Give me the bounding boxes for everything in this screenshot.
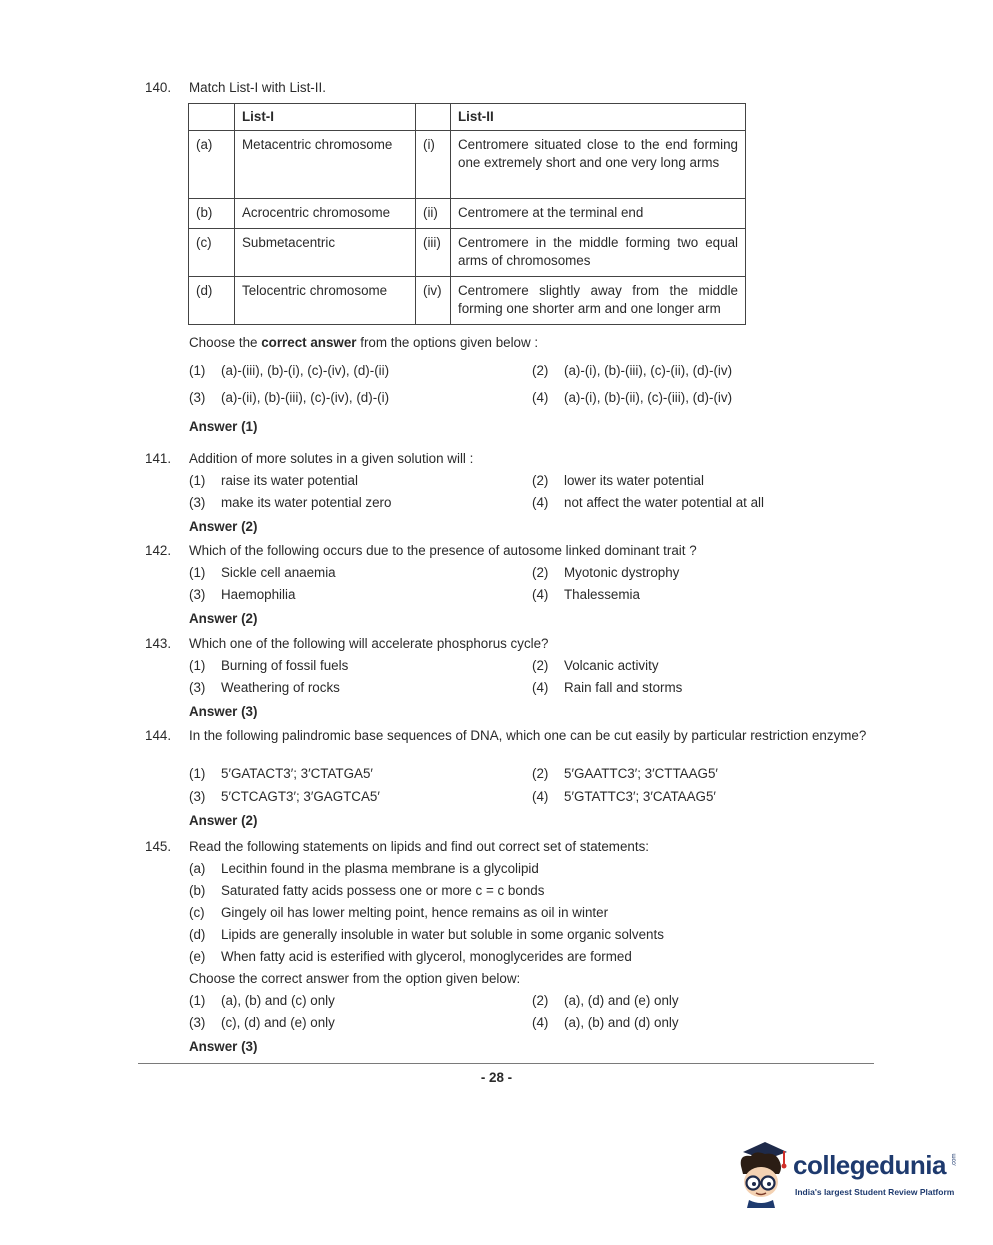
question-number: 142. — [145, 543, 172, 558]
statement-b: (b) Saturated fatty acids possess one or more c = c bonds — [189, 883, 545, 898]
question-145 — [145, 838, 875, 1056]
option-2[interactable]: (2) 5′GAATTC3′; 3′CTTAAG5′ — [532, 766, 718, 781]
question-text: Addition of more solutes in a given solution will : — [189, 451, 474, 466]
table-row: (c) Submetacentric (iii) Centromere in the middle forming two equal arms of chromosomes — [189, 229, 746, 277]
choose-instruction: Choose the correct answer from the options given below : — [189, 335, 539, 350]
option-1[interactable]: (1) Burning of fossil fuels — [189, 658, 349, 673]
question-140-options — [145, 334, 875, 436]
options-row — [189, 788, 875, 810]
question-143 — [145, 635, 875, 721]
answer: Answer (3) — [189, 1039, 258, 1054]
list-1-header: List-I — [235, 104, 416, 131]
option-3[interactable]: (3) Weathering of rocks — [189, 680, 340, 695]
option-2[interactable]: (2) lower its water potential — [532, 473, 704, 488]
page-number: - 28 - — [480, 1070, 513, 1085]
answer: Answer (1) — [189, 419, 258, 434]
question-140 — [145, 79, 875, 97]
option-3[interactable]: (3) Haemophilia — [189, 587, 296, 602]
table-header-row — [189, 104, 746, 131]
question-number: 140. — [145, 80, 172, 95]
mascot-icon — [735, 1138, 793, 1208]
question-141 — [145, 450, 875, 536]
table-row: (b) Acrocentric chromosome (ii) Centromere at the terminal end — [189, 199, 746, 229]
brand-tagline: India's largest Student Review Platform — [795, 1187, 955, 1197]
question-text: In the following palindromic base sequences of DNA, which one can be cut easily by particular restriction enzyme? — [189, 728, 867, 743]
brand-name: collegedunia — [793, 1150, 946, 1180]
statement-e: (e) When fatty acid is esterified with glycerol, monoglycerides are formed — [189, 949, 632, 964]
answer: Answer (2) — [189, 519, 258, 534]
collegedunia-logo[interactable] — [735, 1138, 965, 1208]
answer: Answer (2) — [189, 611, 258, 626]
options-row — [189, 586, 875, 608]
table-row: (d) Telocentric chromosome (iv) Centromere slightly away from the middle forming one shorter arm and one longer arm — [189, 277, 746, 325]
choose-instruction: Choose the correct answer from the option given below: — [189, 971, 521, 986]
question-number: 141. — [145, 451, 172, 466]
statement-a: (a) Lecithin found in the plasma membrane is a glycolipid — [189, 861, 539, 876]
option-4[interactable]: (4) (a), (b) and (d) only — [532, 1015, 679, 1030]
option-4[interactable]: (4) Thalessemia — [532, 587, 640, 602]
options-row — [189, 992, 875, 1014]
option-4[interactable]: (4) (a)-(i), (b)-(ii), (c)-(iii), (d)-(iv) — [532, 390, 733, 405]
options-row — [189, 472, 875, 494]
option-3[interactable]: (3) (c), (d) and (e) only — [189, 1015, 335, 1030]
question-text: Match List-I with List-II. — [189, 80, 326, 95]
question-number: 143. — [145, 636, 172, 651]
option-3[interactable]: (3) (a)-(ii), (b)-(iii), (c)-(iv), (d)-(i) — [189, 390, 390, 405]
match-table — [188, 103, 746, 325]
option-4[interactable]: (4) not affect the water potential at all — [532, 495, 764, 510]
option-2[interactable]: (2) Myotonic dystrophy — [532, 565, 680, 580]
question-text: Which of the following occurs due to the presence of autosome linked dominant trait ? — [189, 543, 697, 558]
option-3[interactable]: (3) 5′CTCAGT3′; 3′GAGTCA5′ — [189, 789, 380, 804]
question-142 — [145, 542, 875, 628]
options-row — [189, 679, 875, 701]
list-2-header: List-II — [451, 104, 746, 131]
option-4[interactable]: (4) Rain fall and storms — [532, 680, 683, 695]
option-2[interactable]: (2) (a)-(i), (b)-(iii), (c)-(ii), (d)-(iv) — [532, 363, 733, 378]
option-4[interactable]: (4) 5′GTATTC3′; 3′CATAAG5′ — [532, 789, 716, 804]
option-1[interactable]: (1) (a), (b) and (c) only — [189, 993, 335, 1008]
option-2[interactable]: (2) Volcanic activity — [532, 658, 659, 673]
options-row — [189, 1014, 875, 1036]
option-3[interactable]: (3) make its water potential zero — [189, 495, 392, 510]
options-row — [189, 389, 875, 416]
question-text: Read the following statements on lipids and find out correct set of statements: — [189, 839, 649, 854]
options-row — [189, 564, 875, 586]
brand-suffix: .com — [951, 1153, 958, 1167]
option-1[interactable]: (1) (a)-(iii), (b)-(i), (c)-(iv), (d)-(ii) — [189, 363, 390, 378]
statement-d: (d) Lipids are generally insoluble in water but soluble in some organic solvents — [189, 927, 664, 942]
question-number: 144. — [145, 728, 172, 743]
options-row — [189, 657, 875, 679]
answer: Answer (3) — [189, 704, 258, 719]
question-number: 145. — [145, 839, 172, 854]
option-1[interactable]: (1) raise its water potential — [189, 473, 358, 488]
options-row — [189, 494, 875, 516]
answer: Answer (2) — [189, 813, 258, 828]
statement-c: (c) Gingely oil has lower melting point, hence remains as oil in winter — [189, 905, 609, 920]
question-144 — [145, 727, 875, 830]
option-2[interactable]: (2) (a), (d) and (e) only — [532, 993, 679, 1008]
table-row: (a) Metacentric chromosome (i) Centromere situated close to the end forming one extremely short and one very long arms — [189, 131, 746, 199]
options-row — [189, 362, 875, 389]
option-1[interactable]: (1) 5′GATACT3′; 3′CTATGA5′ — [189, 766, 373, 781]
option-1[interactable]: (1) Sickle cell anaemia — [189, 565, 336, 580]
question-text: Which one of the following will accelerate phosphorus cycle? — [189, 636, 549, 651]
footer-divider — [138, 1063, 874, 1064]
options-row — [189, 765, 875, 788]
